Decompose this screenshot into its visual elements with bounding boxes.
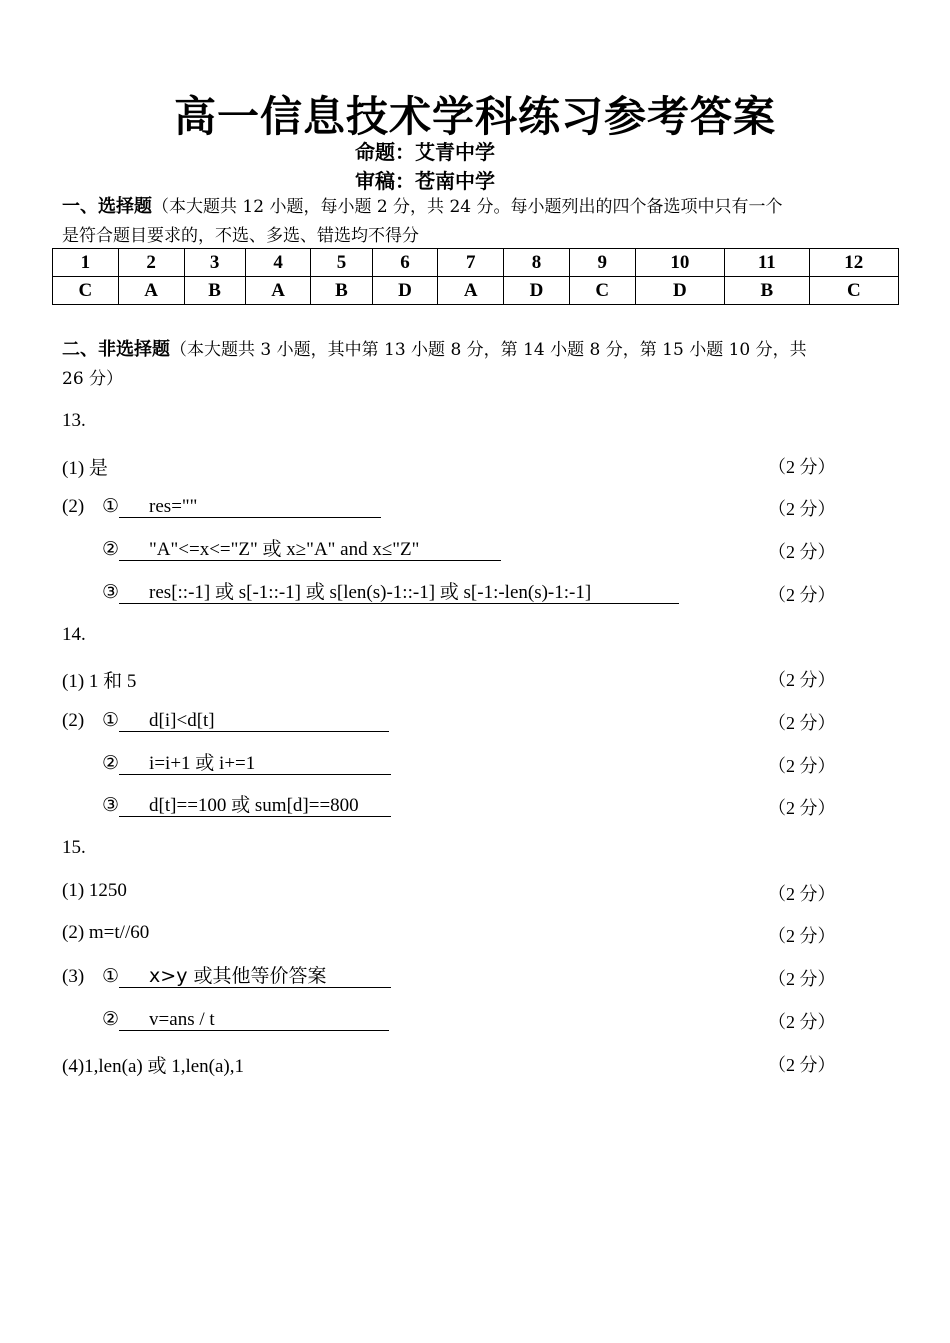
answer-text: (1) 是 [62,457,108,479]
answer-line [62,837,86,859]
question-number-cell: 6 [372,249,438,277]
answer-line [62,794,391,817]
answer-cell: B [311,277,372,305]
answer-cell: C [53,277,119,305]
answer-line [62,922,149,944]
answer-line [62,1051,244,1078]
proposer-line: 命题：艾青中学 [355,140,495,164]
sub-question-label: (3) [62,966,85,988]
question-number-cell: 2 [118,249,184,277]
question-number-cell: 9 [569,249,635,277]
score-label: （2 分） [768,883,836,904]
blank-answer: d[i]<d[t] [119,710,389,732]
blank-answer: i=i+1 或 i+=1 [119,753,391,775]
blank-number: ① [102,496,120,518]
answer-text: 13. [62,410,86,431]
answer-line [62,666,136,693]
answer-text: 14. [62,623,86,645]
blank-number: ③ [102,581,120,603]
question-number-cell: 4 [245,249,311,277]
answer-cell: B [184,277,245,305]
blank-number: ② [102,539,120,561]
section1-note-1: （本大题共 12 小题，每小题 2 分，共 24 分。每小题列出的四个备选项中只有一个 [152,197,783,217]
question-number-cell: 10 [635,249,724,277]
score-label: （2 分） [768,499,836,520]
sub-question-label: (2) [62,496,85,518]
answer-line [62,495,381,518]
answer-text: (1) 1250 [62,879,127,901]
answer-line [62,410,86,432]
section1-note-2: 是符合题目要求的，不选、多选、错选均不得分 [62,226,419,246]
answer-cell: D [372,277,438,305]
score-label: （2 分） [768,584,836,605]
page-title: 高一信息技术学科练习参考答案 [173,92,776,141]
blank-answer: v=ans / t [119,1009,389,1031]
answer-line [62,965,391,988]
question-number-cell: 7 [438,249,504,277]
answer-cell: A [438,277,504,305]
answer-cell: C [809,277,898,305]
answer-cell: A [245,277,311,305]
question-number-cell: 8 [504,249,570,277]
question-number-cell: 5 [311,249,372,277]
answer-cell: C [569,277,635,305]
score-label: （2 分） [768,969,836,990]
blank-answer: "A"<=x<="Z" 或 x≥"A" and x≤"Z" [119,539,501,561]
score-label: （2 分） [768,755,836,776]
blank-number: ① [102,966,120,988]
answer-line [62,624,86,646]
blank-answer: res="" [119,496,381,518]
blank-number: ② [102,1008,120,1030]
mc-answer-table [52,248,899,305]
answer-line [62,1008,389,1031]
blank-answer: x>y 或其他等价答案 [119,966,391,988]
blank-answer: res[::-1] 或 s[-1::-1] 或 s[len(s)-1::-1] 或 s[-1:-len(s)-1:-1] [119,582,679,604]
answer-row [53,277,899,305]
question-number-cell: 1 [53,249,119,277]
question-number-cell: 12 [809,249,898,277]
score-label: （2 分） [768,542,836,563]
answer-line [62,880,127,902]
reviewer-line: 审稿：苍南中学 [355,169,495,193]
section2-note-1: （本大题共 3 小题，其中第 13 小题 8 分，第 14 小题 8 分，第 15 小题 10 分，共 [170,340,807,360]
answer-text: 15. [62,837,86,858]
section2-note-2: 26 分） [62,369,124,389]
section1-header [62,192,892,251]
section2-header [62,335,892,394]
score-label: （2 分） [768,456,836,477]
answer-text: (4)1,len(a) 或 1,len(a),1 [62,1055,245,1077]
answer-line [62,709,389,732]
blank-number: ③ [102,795,120,817]
sub-question-label: (2) [62,709,85,731]
answer-text: (1) 1 和 5 [62,671,137,693]
answer-text: (2) m=t//60 [62,922,150,944]
question-number-row [53,249,899,277]
answer-line [62,752,391,775]
answer-line [62,453,108,480]
score-label: （2 分） [768,670,836,691]
blank-number: ① [102,709,120,731]
answer-cell: D [504,277,570,305]
score-label: （2 分） [768,712,836,733]
answer-cell: A [118,277,184,305]
answer-cell: D [635,277,724,305]
score-label: （2 分） [768,1054,836,1075]
section2-heading: 二、非选择题 [62,339,170,360]
answer-line [62,538,501,561]
answer-cell: B [724,277,809,305]
blank-answer: d[t]==100 或 sum[d]==800 [119,795,391,817]
score-label: （2 分） [768,798,836,819]
blank-number: ② [102,752,120,774]
score-label: （2 分） [768,926,836,947]
score-label: （2 分） [768,1011,836,1032]
answer-line [62,581,679,604]
question-number-cell: 3 [184,249,245,277]
question-number-cell: 11 [724,249,809,277]
section1-heading: 一、选择题 [62,196,152,217]
